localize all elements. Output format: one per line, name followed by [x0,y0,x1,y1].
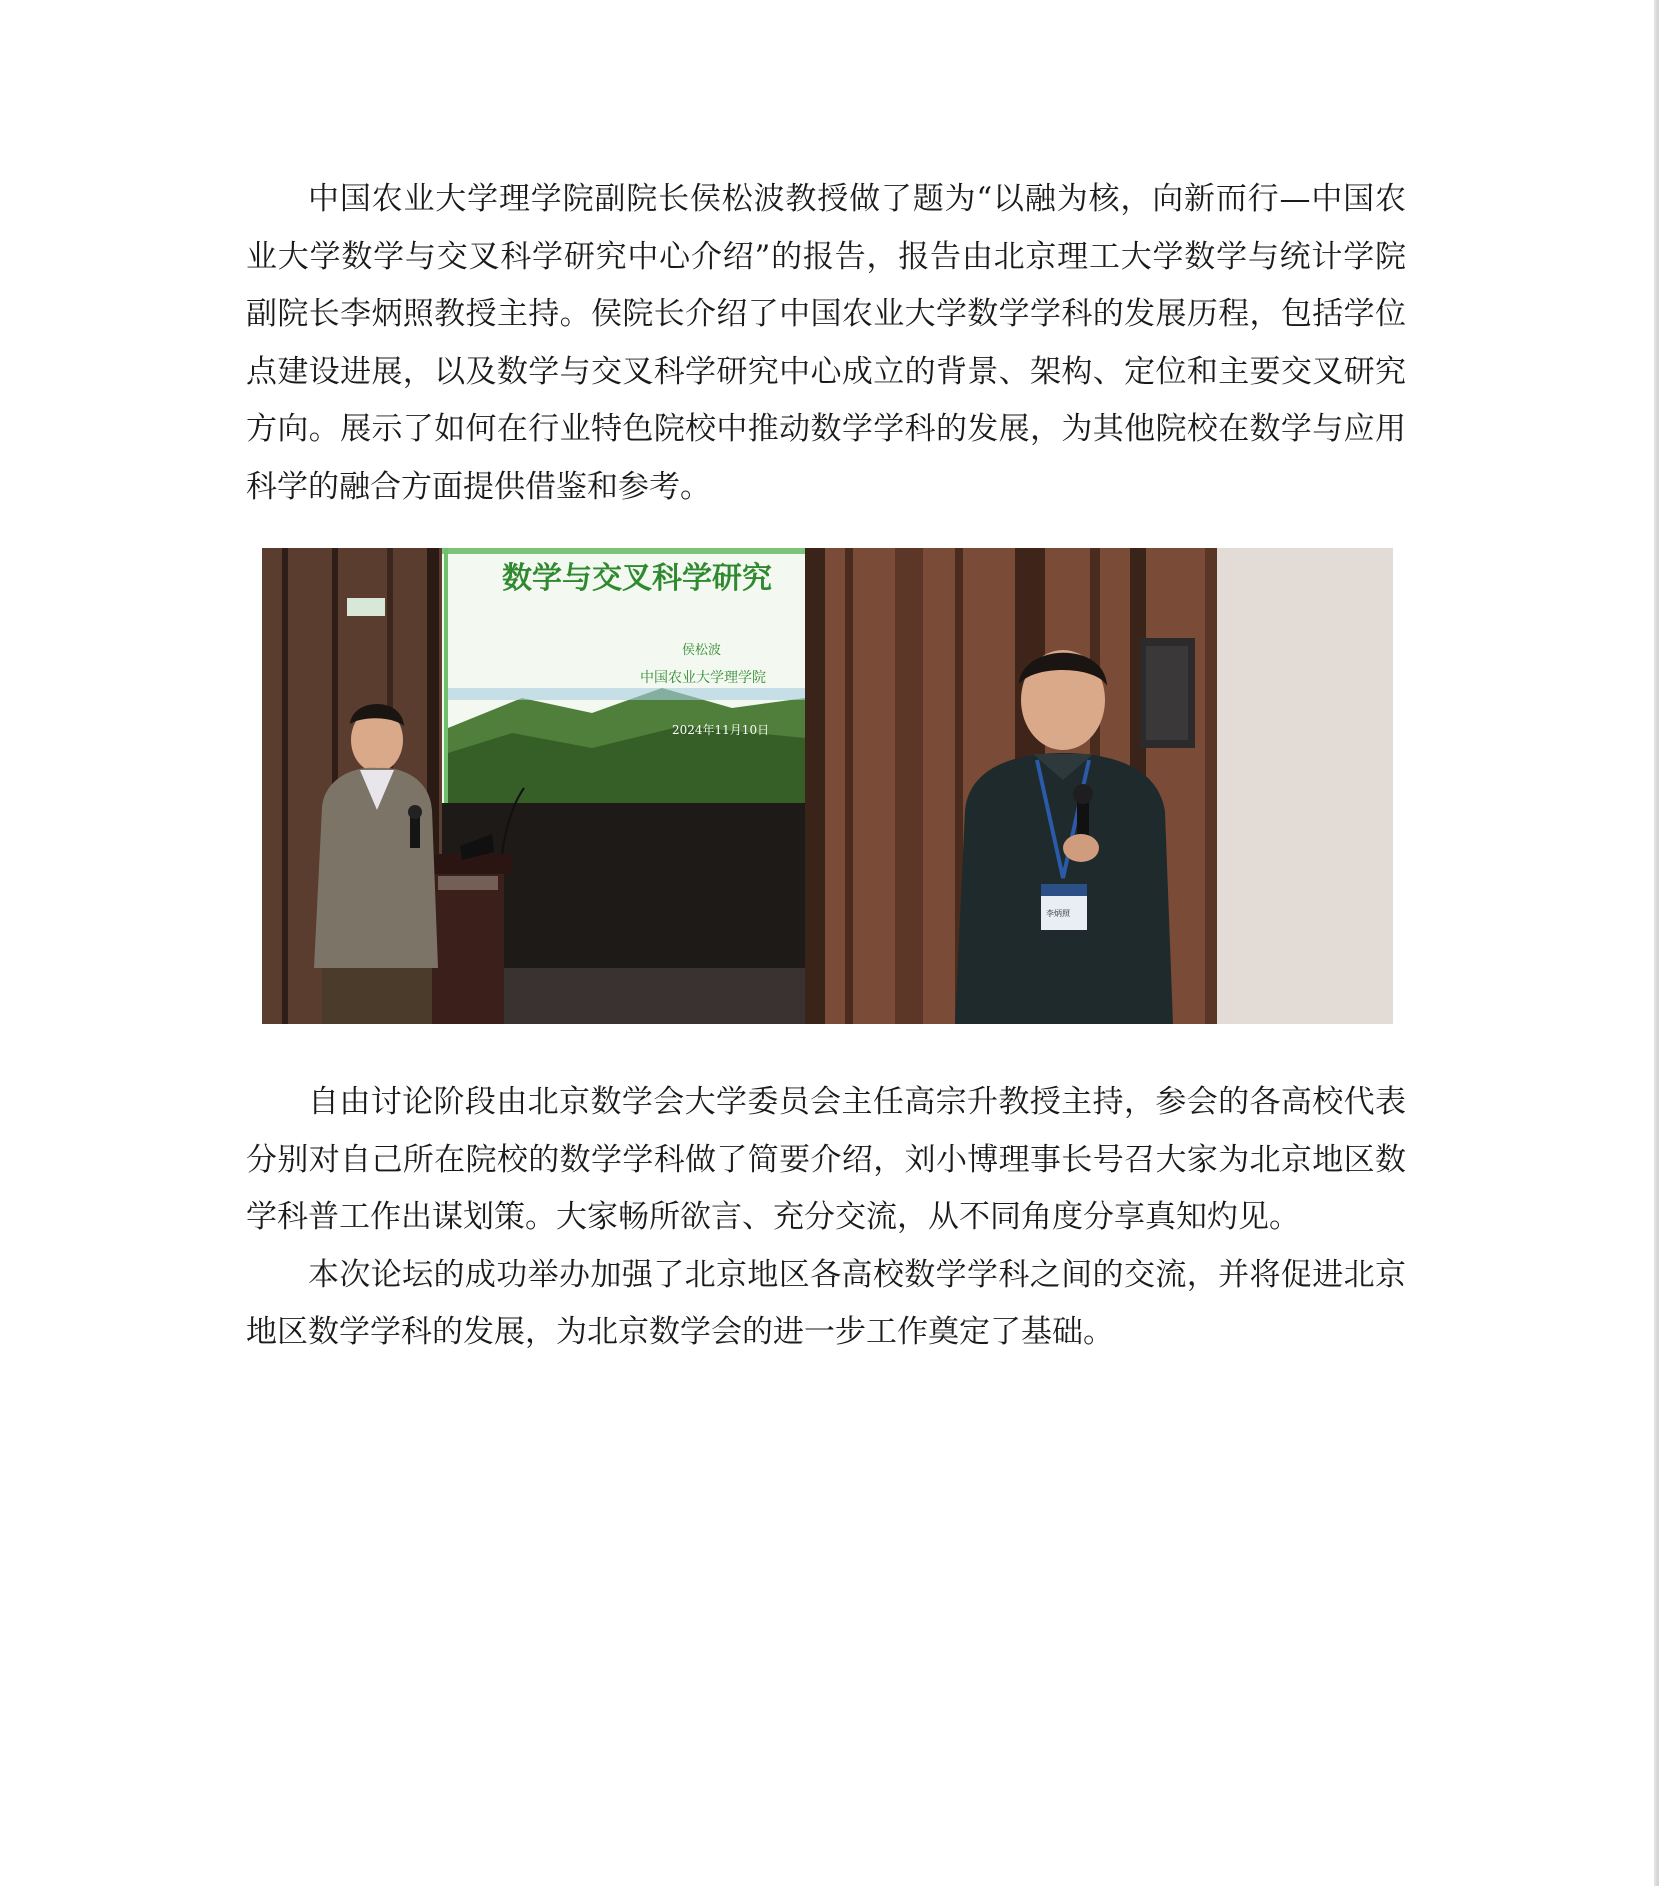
photo-left-illustration [262,548,805,1024]
paragraph-2: 自由讨论阶段由北京数学会大学委员会主任高宗升教授主持，参会的各高校代表分别对自己所在院校的数学学科做了简要介绍，刘小博理事长号召大家为北京地区数学科普工作出谋划策。大家畅所欲言、充分交流，从不同角度分享真知灼见。 [246,1084,1406,1235]
photo-right-illustration [805,548,1393,1024]
photo-host-with-microphone [805,548,1393,1024]
slide-affiliation: 中国农业大学理学院 [640,670,766,686]
photo-speaker-at-podium [262,548,805,1024]
page-edge [1654,0,1659,1886]
text-block-2 [246,1074,1406,1362]
paragraph-1: 中国农业大学理学院副院长侯松波教授做了题为“以融为核，向新而行—中国农业大学数学与交叉科学研究中心介绍”的报告，报告由北京理工大学数学与统计学院副院长李炳照教授主持。侯院长介绍了中国农业大学数学学科的发展历程，包括学位点建设进展，以及数学与交叉科学研究中心成立的背景、架构、定位和主要交叉研究方向。展示了如何在行业特色院校中推动数学学科的发展，为其他院校在数学与应用科学的融合方面提供借鉴和参考。 [246,181,1406,505]
paragraph-3: 本次论坛的成功举办加强了北京地区各高校数学学科之间的交流，并将促进北京地区数学学科的发展，为北京数学会的进一步工作奠定了基础。 [246,1256,1406,1350]
photo-row [262,548,1393,1024]
slide-title: 数学与交叉科学研究 [502,561,772,596]
text-block-1 [246,171,1406,516]
slide-date: 2024年11月10日 [672,723,770,737]
badge-name: 李炳照 [1046,909,1070,918]
slide-author: 侯松波 [682,643,722,658]
